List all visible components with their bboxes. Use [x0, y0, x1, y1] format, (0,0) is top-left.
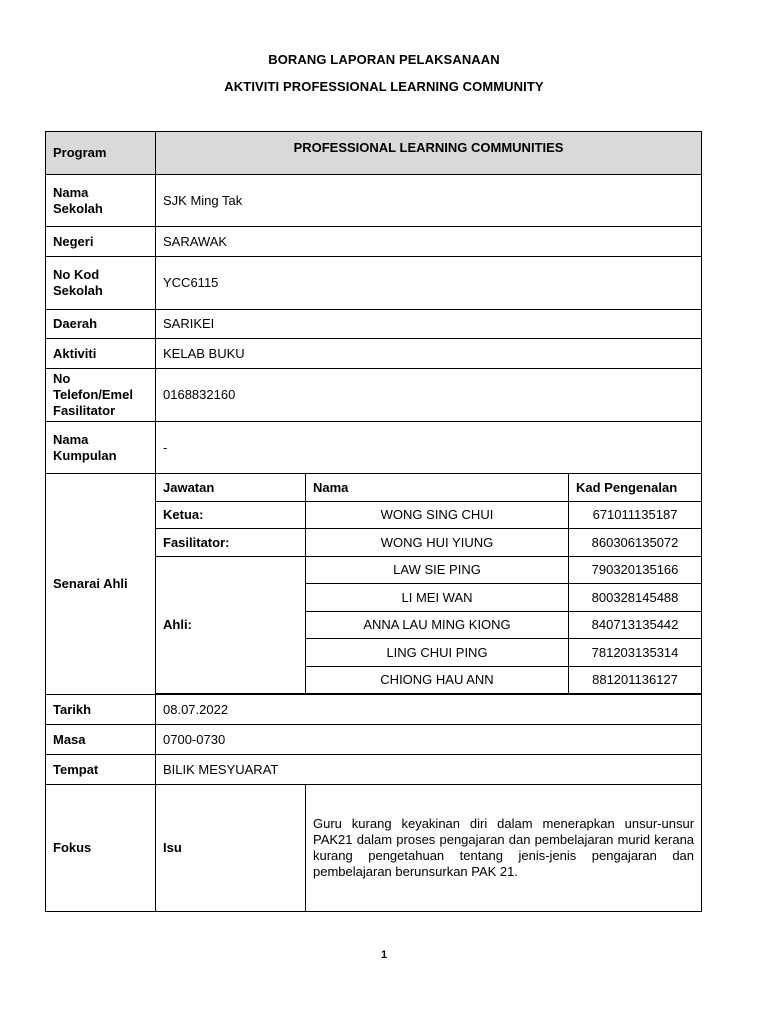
nama-sekolah-value: SJK Ming Tak: [156, 175, 702, 227]
fokus-row: [46, 785, 702, 912]
members-header-row: [46, 474, 702, 502]
kod-sekolah-value: YCC6115: [156, 257, 702, 310]
member-ic: 881201136127: [569, 667, 702, 694]
nama-kumpulan-row: [46, 422, 702, 474]
member-name: CHIONG HAU ANN: [306, 667, 569, 694]
member-ic: 860306135072: [569, 529, 702, 557]
kad-header: Kad Pengenalan: [569, 474, 702, 502]
tarikh-value: 08.07.2022: [156, 695, 702, 725]
program-label: Program: [46, 132, 156, 175]
nama-sekolah-row: [46, 175, 702, 227]
telefon-label-line1: No: [53, 371, 71, 386]
form-title: BORANG LAPORAN PELAKSANAAN: [268, 52, 500, 67]
nama-kumpulan-label-line1: Nama: [53, 431, 89, 447]
kod-sekolah-label: [46, 257, 156, 310]
aktiviti-value: KELAB BUKU: [156, 339, 702, 369]
form-subtitle: AKTIVITI PROFESSIONAL LEARNING COMMUNITY: [224, 79, 544, 94]
daerah-value: SARIKEI: [156, 310, 702, 339]
member-name: LING CHUI PING: [306, 639, 569, 667]
member-name: ANNA LAU MING KIONG: [306, 612, 569, 639]
nama-sekolah-label-line2: Sekolah: [53, 200, 103, 216]
nama-kumpulan-label-line2: Kumpulan: [53, 447, 117, 463]
isu-label: Isu: [156, 785, 306, 912]
member-name: WONG SING CHUI: [306, 502, 569, 529]
isu-description: Guru kurang keyakinan diri dalam menerapkan unsur-unsur PAK21 dalam proses pengajaran dan pembelajaran murid kerana kurang pengetahuan tentang jenis-jenis pengajaran dan pembelajaran berunsurkan PAK 21.: [306, 785, 702, 912]
member-ic: 790320135166: [569, 557, 702, 584]
telefon-row: [46, 369, 702, 422]
negeri-row: [46, 227, 702, 257]
telefon-label-line3: Fasilitator: [53, 403, 116, 418]
tempat-value: BILIK MESYUARAT: [156, 755, 702, 785]
program-row: [46, 132, 702, 175]
page-number: 1: [380, 949, 388, 961]
aktiviti-row: [46, 339, 702, 369]
nama-kumpulan-value: -: [156, 422, 702, 474]
ahli-label: Ahli:: [156, 557, 306, 694]
kod-sekolah-row: [46, 257, 702, 310]
masa-label: Masa: [46, 725, 156, 755]
tempat-label: Tempat: [46, 755, 156, 785]
nama-header: Nama: [306, 474, 569, 502]
program-value: PROFESSIONAL LEARNING COMMUNITIES: [156, 132, 702, 175]
masa-value: 0700-0730: [156, 725, 702, 755]
negeri-label: Negeri: [46, 227, 156, 257]
ketua-label: Ketua:: [156, 502, 306, 529]
tarikh-label: Tarikh: [46, 695, 156, 725]
member-ic: 800328145488: [569, 584, 702, 612]
member-ic: 671011135187: [569, 502, 702, 529]
member-name: WONG HUI YIUNG: [306, 529, 569, 557]
telefon-label-line2: Telefon/Emel: [53, 387, 133, 402]
tarikh-row: [46, 695, 702, 725]
aktiviti-label: Aktiviti: [46, 339, 156, 369]
senarai-ahli-label: Senarai Ahli: [46, 474, 156, 695]
kod-sekolah-label-line2: Sekolah: [53, 283, 103, 298]
kod-sekolah-label-line1: No Kod: [53, 267, 100, 282]
member-ic: 781203135314: [569, 639, 702, 667]
nama-sekolah-label-line1: Nama: [53, 184, 89, 200]
member-name: LAW SIE PING: [306, 557, 569, 584]
fokus-label: Fokus: [46, 785, 156, 912]
negeri-value: SARAWAK: [156, 227, 702, 257]
nama-sekolah-label: [46, 175, 156, 227]
member-name: LI MEI WAN: [306, 584, 569, 612]
jawatan-header: Jawatan: [156, 474, 306, 502]
telefon-value: 0168832160: [156, 369, 702, 422]
daerah-label: Daerah: [46, 310, 156, 339]
telefon-label: [46, 369, 156, 422]
report-form-table: [45, 131, 702, 912]
fasilitator-label: Fasilitator:: [156, 529, 306, 557]
nama-kumpulan-label: [46, 422, 156, 474]
tempat-row: [46, 755, 702, 785]
member-ic: 840713135442: [569, 612, 702, 639]
masa-row: [46, 725, 702, 755]
daerah-row: [46, 310, 702, 339]
